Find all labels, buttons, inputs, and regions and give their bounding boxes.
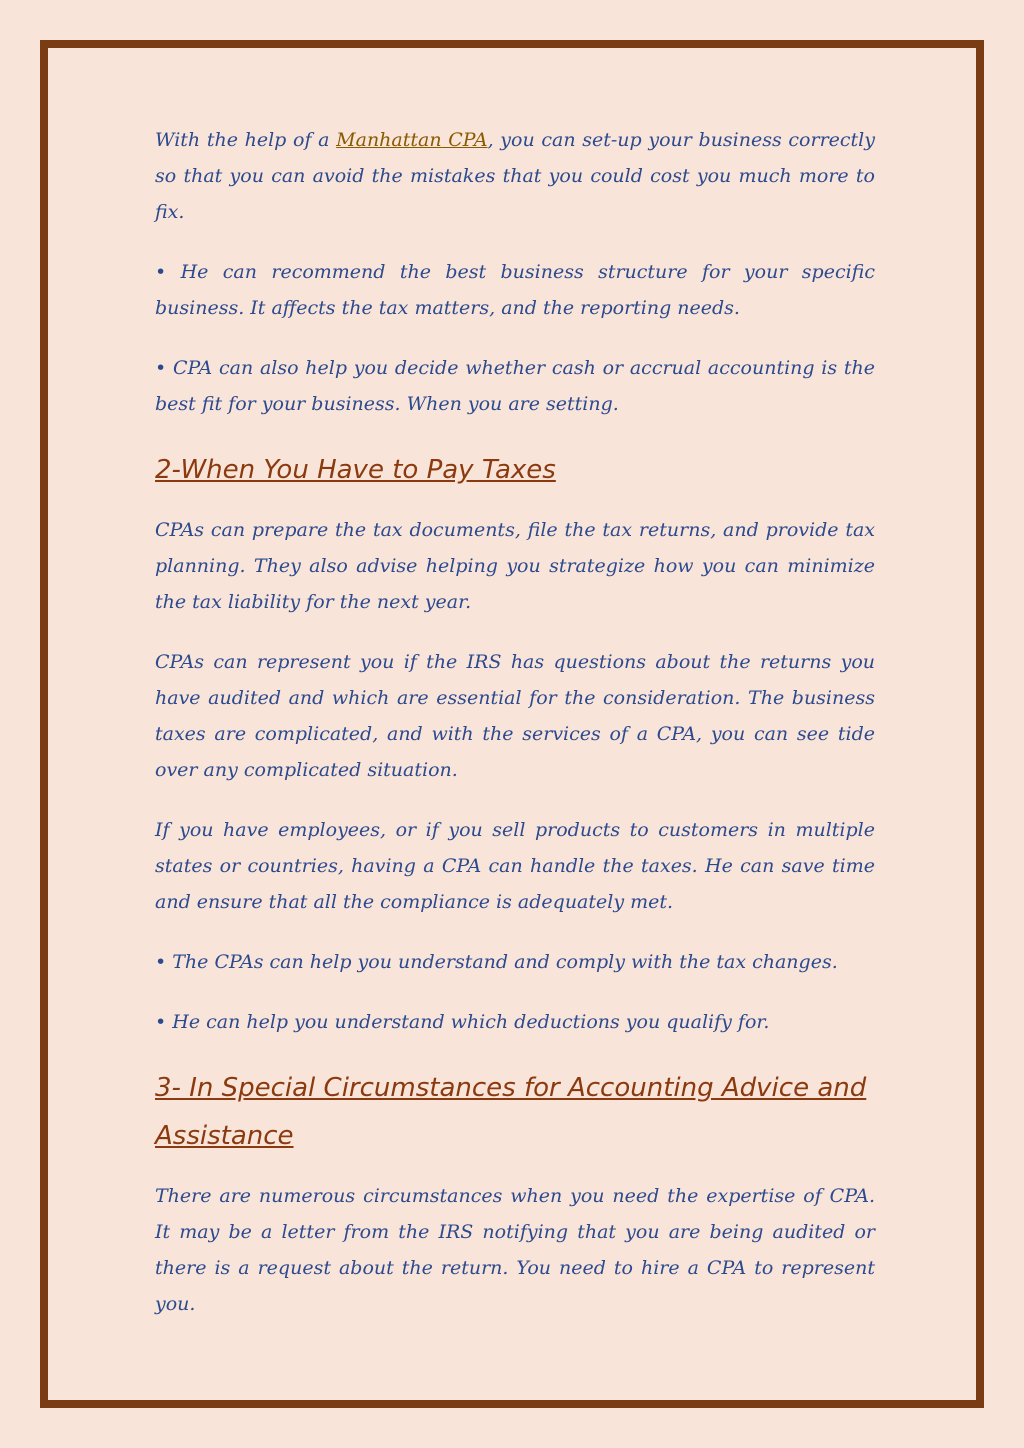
bullet-business-structure: • He can recommend the best business structure for your specific business. It affects the tax matters, and the reporting needs.	[155, 261, 875, 319]
intro-text-after: , you can set-up your business correctly so that you can avoid the mistakes that you could cost you much more to fix.	[155, 129, 875, 223]
bullet-deductions: • He can help you understand which deductions you qualify for.	[155, 1011, 770, 1033]
paragraph-tax-documents: CPAs can prepare the tax documents, file the tax returns, and provide tax planning. They also advise helping you strategize how you can minimize the tax liability for the next year.	[155, 519, 875, 613]
paragraph-special-circumstances: There are numerous circumstances when you need the expertise of CPA. It may be a letter from the IRS notifying that you are being audited or there is a request about the return. You need to hire a CPA to represent you.	[155, 1185, 875, 1315]
bullet-tax-changes: • The CPAs can help you understand and comply with the tax changes.	[155, 951, 838, 973]
section-heading-pay-taxes: 2-When You Have to Pay Taxes	[155, 455, 556, 485]
paragraph-employees-taxes: If you have employees, or if you sell products to customers in multiple states or countries, having a CPA can handle the taxes. He can save time and ensure that all the compliance is adequately met.	[155, 819, 875, 913]
paragraph-irs-representation: CPAs can represent you if the IRS has questions about the returns you have audited and which are essential for the consideration. The business taxes are complicated, and with the services of a CPA, you can see tide over any complicated situation.	[155, 651, 875, 781]
section-heading-special-circumstances: 3- In Special Circumstances for Accounting Advice and Assistance	[155, 1073, 867, 1151]
manhattan-cpa-link[interactable]: Manhattan CPA	[336, 129, 488, 151]
bullet-cash-accrual: • CPA can also help you decide whether cash or accrual accounting is the best fit for your business. When you are setting.	[155, 357, 875, 415]
document-body	[155, 122, 875, 1346]
intro-paragraph	[155, 122, 875, 230]
intro-text-before: With the help of a	[155, 129, 337, 151]
